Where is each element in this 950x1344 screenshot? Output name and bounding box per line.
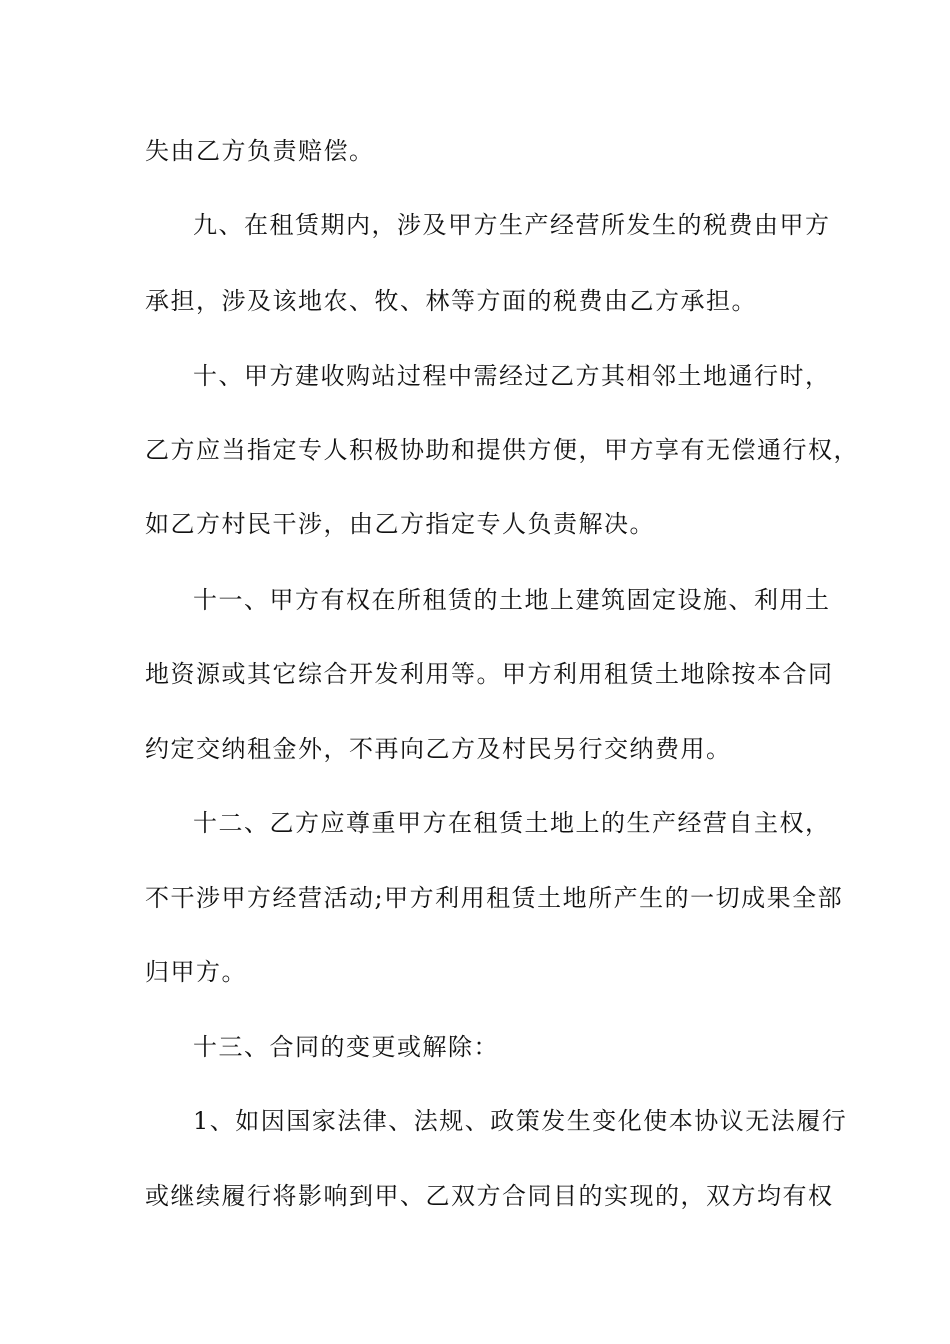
text-line: 十、甲方建收购站过程中需经过乙方其相邻土地通行时， [193, 362, 831, 390]
text-line: 约定交纳租金外，不再向乙方及村民另行交纳费用。 [145, 735, 732, 763]
text-line: 十三、合同的变更或解除： [193, 1033, 499, 1061]
text-line: 承担，涉及该地农、牧、林等方面的税费由乙方承担。 [145, 287, 757, 315]
text-line: 十一、甲方有权在所租赁的土地上建筑固定设施、利用土 [193, 586, 831, 614]
text-line: 地资源或其它综合开发利用等。甲方利用租赁土地除按本合同 [145, 660, 834, 688]
text-line: 不干涉甲方经营活动;甲方利用租赁土地所产生的一切成果全部 [145, 884, 844, 912]
text-line: 乙方应当指定专人积极协助和提供方便，甲方享有无偿通行权， [145, 436, 859, 464]
text-line: 十二、乙方应尊重甲方在租赁土地上的生产经营自主权， [193, 809, 831, 837]
text-line: 归甲方。 [145, 958, 247, 986]
text-line: 如乙方村民干涉，由乙方指定专人负责解决。 [145, 510, 655, 538]
text-line: 1、如因国家法律、法规、政策发生变化使本协议无法履行 [193, 1107, 848, 1135]
text-line: 或继续履行将影响到甲、乙双方合同目的实现的，双方均有权 [145, 1182, 834, 1210]
text-line: 九、在租赁期内，涉及甲方生产经营所发生的税费由甲方 [193, 211, 831, 239]
text-line: 失由乙方负责赔偿。 [145, 137, 375, 165]
